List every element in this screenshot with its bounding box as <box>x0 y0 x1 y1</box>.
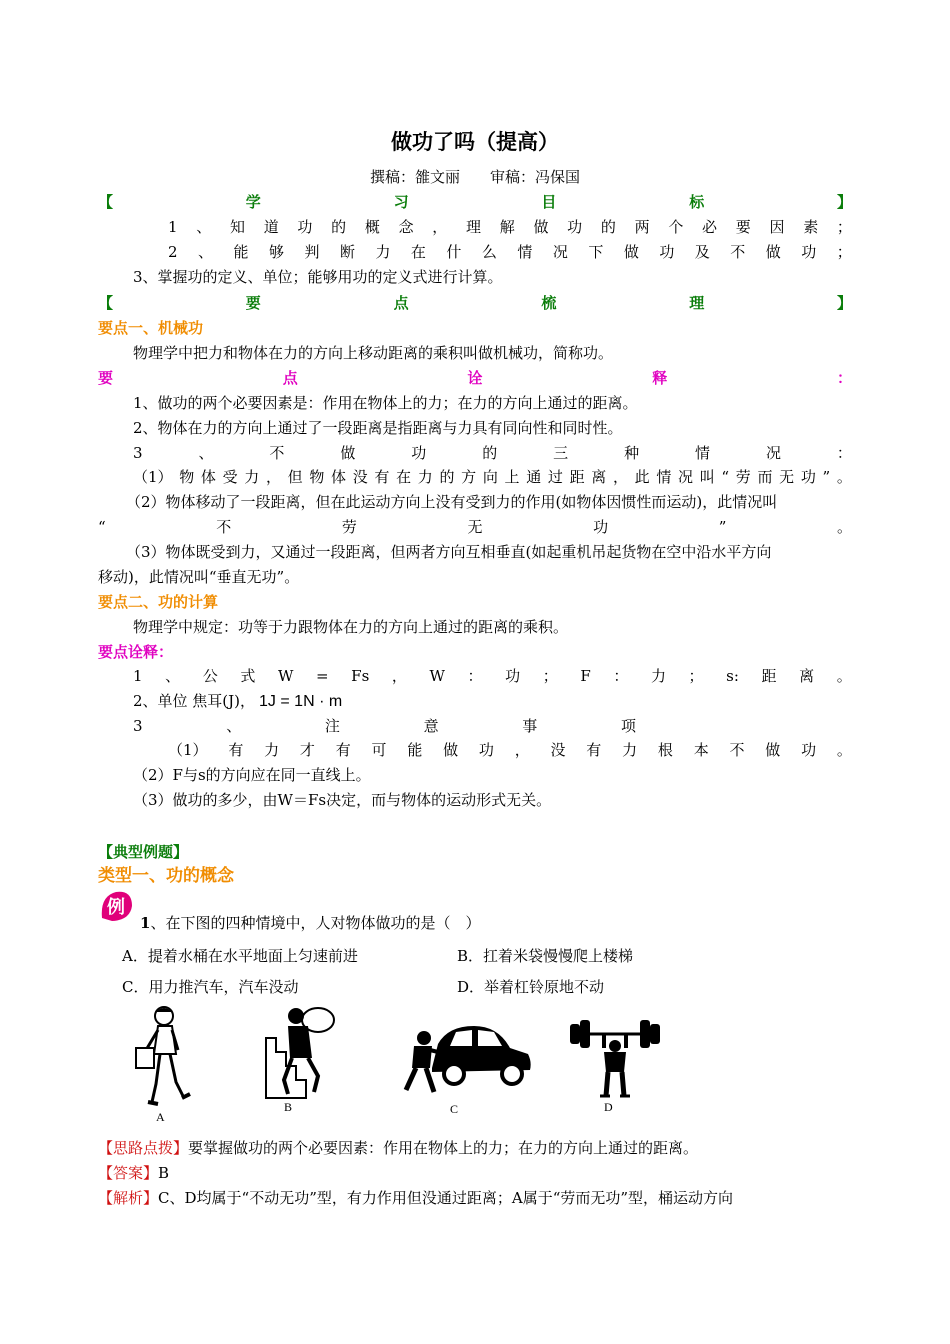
note-2-item-3b: （2）F与s的方向应在同一直线上。 <box>133 766 371 784</box>
note-2-item-3a-token: （1） <box>168 741 208 759</box>
points-header-token: 点 <box>393 294 409 312</box>
note-1-item-3a-token: 在 <box>396 468 412 486</box>
goal-2-token: 能 <box>233 243 249 261</box>
note-header-1-token: ： <box>836 369 852 387</box>
goal-1 <box>168 215 852 239</box>
note-1-item-3-token: 不 <box>269 444 285 462</box>
goals-header-token: 习 <box>393 193 409 211</box>
note-2-item-1-token: Fs <box>351 667 370 685</box>
analysis-line <box>98 1186 852 1210</box>
figure-c-car-pusher <box>402 1018 534 1098</box>
note-1-item-3-token: 功 <box>411 444 427 462</box>
goal-2-token: ； <box>836 243 852 261</box>
figure-b-label: B <box>284 1100 293 1114</box>
goal-1-token: 两 <box>634 218 650 236</box>
goal-1-token: 知 <box>229 218 245 236</box>
goal-2-token: 做 <box>623 243 639 261</box>
note-1-item-3-token: 种 <box>624 444 640 462</box>
note-header-1 <box>98 366 852 390</box>
goal-1-token: ； <box>836 218 852 236</box>
goal-2-token: 不 <box>730 243 746 261</box>
note-1-item-3b-cont-token: 不 <box>216 518 232 536</box>
note-1-item-3b: （2）物体移动了一段距离，但在此运动方向上没有受到力的作用(如物体因惯性而运动)，此情况叫 <box>126 493 778 511</box>
note-2-item-1 <box>133 664 852 688</box>
note-1-item-3-token: 情 <box>695 444 711 462</box>
note-1-item-3a-token: 有 <box>374 468 390 486</box>
goal-1-token: 概 <box>364 218 380 236</box>
figure-c-label: C <box>450 1102 459 1116</box>
note-1-item-1: 1、做功的两个必要因素是：作用在物体上的力；在力的方向上通过的距离。 <box>133 394 638 412</box>
note-2-item-1-token: ： <box>613 667 629 685</box>
note-2-item-3a <box>168 738 852 762</box>
note-1-item-3a-token: 况 <box>678 468 694 486</box>
goal-2 <box>168 240 852 264</box>
note-header-1-token: 诠 <box>467 369 483 387</box>
goal-2-token: 功 <box>659 243 675 261</box>
goal-2-token: 在 <box>410 243 426 261</box>
goal-2-token: 情 <box>517 243 533 261</box>
note-2-item-3a-token: 本 <box>693 741 709 759</box>
note-2-item-1-token: F <box>580 667 591 685</box>
option-d: D．举着杠铃原地不动 <box>457 978 605 996</box>
figure-a-bucket-carrier <box>132 1002 192 1110</box>
note-2-item-3a-token: 做 <box>765 741 781 759</box>
goals-header-token: 学 <box>245 193 261 211</box>
note-2-item-3a-token: 没 <box>550 741 566 759</box>
note-1-item-3a-token: 过 <box>547 468 563 486</box>
answer-tag: 【答案】 <box>98 1164 159 1182</box>
goal-1-token: 要 <box>735 218 751 236</box>
note-1-item-3c-cont: 移动)，此情况叫“垂直无功”。 <box>98 568 300 586</box>
note-1-item-3b-cont-token: 。 <box>836 518 852 536</box>
note-1-item-3b-cont-token: 劳 <box>341 518 357 536</box>
note-1-item-3a-token: 情 <box>656 468 672 486</box>
answer-line <box>98 1161 852 1185</box>
option-a: A．提着水桶在水平地面上匀速前进 <box>122 947 358 965</box>
goals-header-token: 【 <box>98 193 114 211</box>
note-1-item-3a-token: 劳 <box>735 468 751 486</box>
note-1-item-3a-token: 通 <box>526 468 542 486</box>
note-1-item-3a-token: 但 <box>287 468 303 486</box>
note-1-item-3a-token: 力 <box>244 468 260 486</box>
note-1-item-3a <box>133 465 852 489</box>
note-2-item-1-token: W <box>429 667 445 685</box>
goals-header-token: 目 <box>541 193 557 211</box>
note-2-item-1-token: = <box>315 667 329 685</box>
analysis-text: C、D均属于“不动无功”型，有力作用但没通过距离；A属于“劳而无功”型，桶运动方向 <box>158 1189 734 1207</box>
goals-header-token: 】 <box>836 193 852 211</box>
goal-1-token: ， <box>432 218 448 236</box>
note-1-item-3a-token: 的 <box>439 468 455 486</box>
note-1-item-3a-token: ” <box>822 468 831 486</box>
note-1-item-3a-token: ， <box>265 468 281 486</box>
option-c: C．用力推汽车，汽车没动 <box>122 978 299 996</box>
note-2-item-3a-token: 力 <box>264 741 280 759</box>
note-2-item-3a-token: ， <box>514 741 530 759</box>
note-2-item-3a-token: 做 <box>443 741 459 759</box>
note-1-item-3b-cont-token: ” <box>718 518 727 536</box>
note-2-item-3a-token: 根 <box>657 741 673 759</box>
note-header-1-token: 点 <box>282 369 298 387</box>
note-header-1-token: 释 <box>652 369 668 387</box>
note-2-item-1-token: 距 <box>761 667 777 685</box>
note-1-item-3-token: 3 <box>133 444 143 462</box>
question-1 <box>140 911 894 935</box>
note-2-item-3a-token: 功 <box>801 741 817 759</box>
points-header-token: 【 <box>98 294 114 312</box>
question-text: 、在下图的四种情境中，人对物体做功的是（ ） <box>150 914 481 932</box>
goal-1-token: 必 <box>702 218 718 236</box>
goal-1-token: 素 <box>803 218 819 236</box>
note-2-item-1-token: ， <box>391 667 407 685</box>
goal-1-token: 做 <box>533 218 549 236</box>
goal-2-token: 况 <box>552 243 568 261</box>
note-1-item-3a-token: 无 <box>779 468 795 486</box>
note-2-item-1-token: 离 <box>799 667 815 685</box>
note-2-item-2 <box>133 689 887 713</box>
note-1-item-3-token: ： <box>836 444 852 462</box>
note-1-item-3a-token: 离 <box>591 468 607 486</box>
note-1-item-3-token: 的 <box>482 444 498 462</box>
note-1-item-3a-token: 方 <box>461 468 477 486</box>
goal-1-token: 1 <box>168 218 178 236</box>
goal-1-token: 的 <box>600 218 616 236</box>
note-2-item-3a-token: 才 <box>299 741 315 759</box>
note-1-item-3b-cont <box>98 515 852 539</box>
note-1-item-3a-token: 物 <box>179 468 195 486</box>
points-header-token: 】 <box>836 294 852 312</box>
goal-1-token: 的 <box>331 218 347 236</box>
goal-2-token: 、 <box>198 243 214 261</box>
goal-2-token: 力 <box>375 243 391 261</box>
note-2-item-1-token: s: <box>726 667 739 685</box>
goal-2-token: 么 <box>481 243 497 261</box>
note-1-item-3a-token: 。 <box>836 468 852 486</box>
question-number: 1 <box>140 914 151 932</box>
note-2-item-3a-token: 有 <box>335 741 351 759</box>
goal-1-token: 解 <box>499 218 515 236</box>
section-title-1: 要点一、机械功 <box>98 319 204 337</box>
hint-line <box>98 1136 852 1160</box>
note-1-item-3a-token: 距 <box>569 468 585 486</box>
figure-a-label: A <box>156 1110 165 1124</box>
note-1-item-3a-token: 体 <box>331 468 347 486</box>
note-2-item-3a-token: 。 <box>836 741 852 759</box>
goals-header <box>98 190 852 214</box>
unit-text: 2、单位 焦耳(J)， <box>133 692 256 710</box>
analysis-tag: 【解析】 <box>98 1189 159 1207</box>
note-2-item-3-token: 3 <box>133 717 143 735</box>
goal-2-token: 及 <box>694 243 710 261</box>
note-2-item-3a-token: 能 <box>407 741 423 759</box>
note-2-item-1-token: 公 <box>202 667 218 685</box>
section-title-2: 要点二、功的计算 <box>98 593 219 611</box>
note-1-item-3a-token: （1） <box>133 468 173 486</box>
note-1-item-3a-token: 功 <box>800 468 816 486</box>
section-2-text: 物理学中规定：功等于力跟物体在力的方向上通过的距离的乘积。 <box>133 618 569 636</box>
note-2-item-3a-token: 不 <box>729 741 745 759</box>
note-1-item-3a-token: 叫 <box>699 468 715 486</box>
note-2-item-3-token: 事 <box>522 717 538 735</box>
goal-1-token: 个 <box>668 218 684 236</box>
goal-2-token: 什 <box>446 243 462 261</box>
points-header <box>98 291 852 315</box>
goal-2-token: 判 <box>304 243 320 261</box>
goal-1-token: 功 <box>567 218 583 236</box>
note-2-item-3-token: 项 <box>620 717 636 735</box>
note-2-item-3c: （3）做功的多少，由W＝Fs决定，而与物体的运动形式无关。 <box>133 791 552 809</box>
goal-2-token: 功 <box>801 243 817 261</box>
figure-b-stair-climber <box>262 1002 338 1100</box>
note-1-item-3a-token: 向 <box>482 468 498 486</box>
note-1-item-3a-token: 物 <box>309 468 325 486</box>
badge-label: 例 <box>107 897 125 918</box>
goal-1-token: 功 <box>297 218 313 236</box>
note-2-item-3-token: 意 <box>423 717 439 735</box>
hint-tag: 【思路点拨】 <box>98 1139 189 1157</box>
unit-formula: 1J = 1N · m <box>259 693 343 710</box>
option-b: B．扛着米袋慢慢爬上楼梯 <box>457 947 634 965</box>
note-1-item-3 <box>133 441 852 465</box>
note-2-item-1-token: 。 <box>836 667 852 685</box>
points-header-token: 要 <box>245 294 261 312</box>
goal-2-token: 做 <box>765 243 781 261</box>
note-header-2: 要点诠释： <box>98 643 174 661</box>
goal-1-token: 念 <box>398 218 414 236</box>
note-1-item-3a-token: “ <box>721 468 730 486</box>
note-2-item-1-token: 1 <box>133 667 143 685</box>
note-2-item-3a-token: 功 <box>478 741 494 759</box>
note-1-item-3a-token: 体 <box>200 468 216 486</box>
note-1-item-3a-token: 而 <box>757 468 773 486</box>
note-2-item-1-token: 式 <box>240 667 256 685</box>
note-2-item-3-token: 、 <box>226 717 242 735</box>
note-1-item-3-token: 做 <box>340 444 356 462</box>
type-1-title: 类型一、功的概念 <box>98 866 234 886</box>
note-1-item-3b-cont-token: 功 <box>593 518 609 536</box>
note-2-item-1-token: ； <box>542 667 558 685</box>
note-2-item-3a-token: 有 <box>586 741 602 759</box>
points-header-token: 理 <box>689 294 705 312</box>
goal-2-token: 下 <box>588 243 604 261</box>
note-1-item-3a-token: 上 <box>504 468 520 486</box>
goal-2-token: 够 <box>268 243 284 261</box>
note-2-item-1-token: 力 <box>650 667 666 685</box>
note-2-item-1-token: 功 <box>505 667 521 685</box>
note-1-item-3-token: 况 <box>765 444 781 462</box>
goal-3: 3、掌握功的定义、单位；能够用功的定义式进行计算。 <box>133 268 503 286</box>
goal-1-token: 道 <box>263 218 279 236</box>
figure-d-weightlifter <box>568 1016 662 1098</box>
note-1-item-3-token: 三 <box>553 444 569 462</box>
note-header-1-token: 要 <box>98 369 114 387</box>
note-2-item-1-token: W <box>277 667 294 685</box>
examples-header: 【典型例题】 <box>98 843 189 861</box>
note-1-item-3-token: 、 <box>198 444 214 462</box>
note-2-item-1-token: ： <box>467 667 483 685</box>
note-2-item-3 <box>133 714 636 738</box>
note-1-item-3a-token: 此 <box>634 468 650 486</box>
byline: 撰稿：雒文丽 审稿：冯保国 <box>369 168 580 186</box>
note-1-item-3b-cont-token: 无 <box>467 518 483 536</box>
example-badge-icon <box>98 888 134 924</box>
note-1-item-3c: （3）物体既受到力，又通过一段距离，但两者方向互相垂直(如起重机吊起货物在空中沿水平方向 <box>126 543 772 561</box>
note-2-item-3a-token: 可 <box>371 741 387 759</box>
figure-d-label: D <box>604 1100 613 1114</box>
goal-1-token: 理 <box>466 218 482 236</box>
points-header-token: 梳 <box>541 294 557 312</box>
note-2-item-3a-token: 有 <box>228 741 244 759</box>
note-1-item-3a-token: 受 <box>222 468 238 486</box>
note-1-item-3a-token: 力 <box>417 468 433 486</box>
goals-header-token: 标 <box>689 193 705 211</box>
note-2-item-1-token: ； <box>688 667 704 685</box>
goal-2-token: 断 <box>339 243 355 261</box>
note-2-item-3a-token: 力 <box>622 741 638 759</box>
note-1-item-2: 2、物体在力的方向上通过了一段距离是指距离与力具有同向性和同时性。 <box>133 419 623 437</box>
goal-1-token: 、 <box>196 218 212 236</box>
answer-text: B <box>158 1164 170 1182</box>
goal-1-token: 因 <box>769 218 785 236</box>
note-2-item-3-token: 注 <box>324 717 340 735</box>
note-1-item-3a-token: 没 <box>352 468 368 486</box>
note-1-item-3a-token: ， <box>612 468 628 486</box>
note-1-item-3b-cont-token: “ <box>98 518 106 536</box>
section-1-text: 物理学中把力和物体在力的方向上移动距离的乘积叫做机械功，简称功。 <box>133 344 614 362</box>
goal-2-token: 2 <box>168 243 178 261</box>
note-2-item-1-token: 、 <box>165 667 181 685</box>
page-title: 做功了吗（提高） <box>391 130 559 154</box>
hint-text: 要掌握做功的两个必要因素：作用在物体上的力；在力的方向上通过的距离。 <box>188 1139 699 1157</box>
